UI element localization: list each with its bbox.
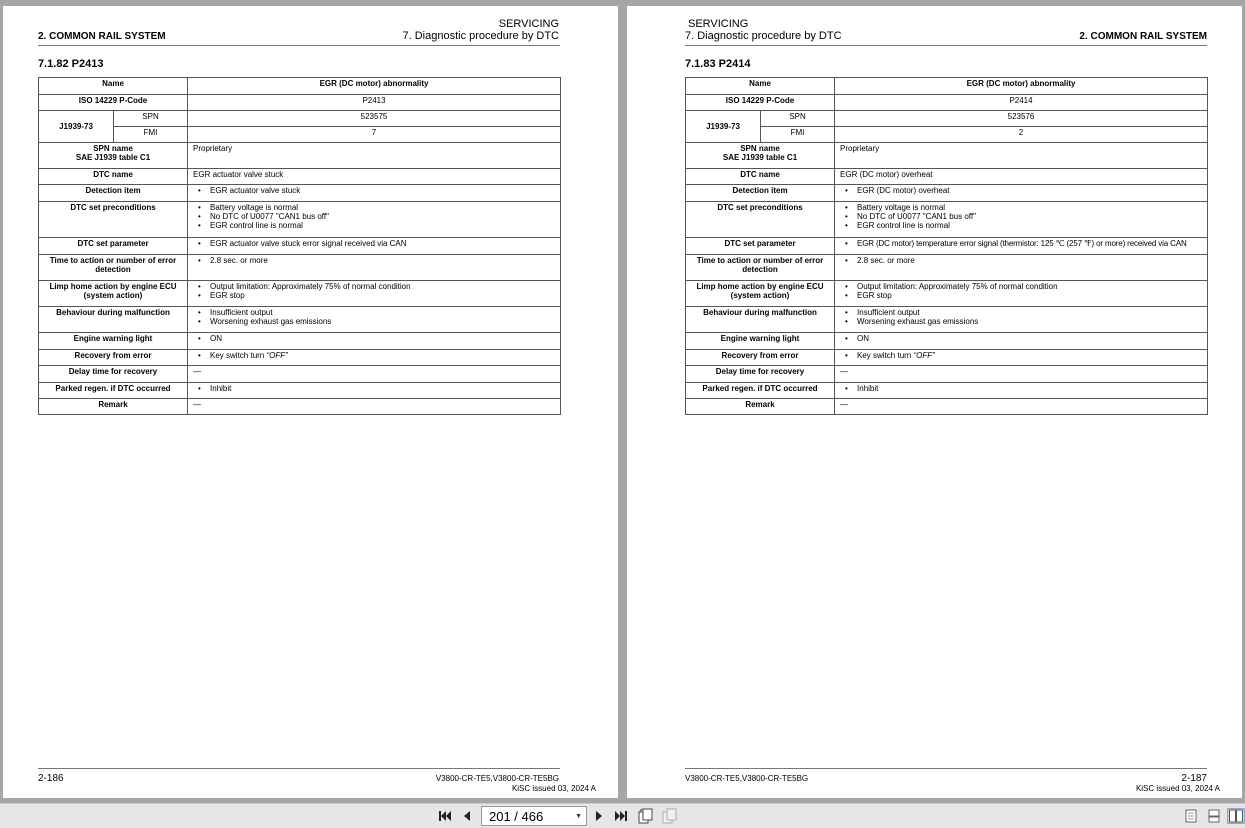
parked-label: Parked regen. if DTC occurred <box>686 383 835 399</box>
parameter-value: • EGR (DC motor) temperature error signal (thermistor: 125 ℃ (257 ℉) or more) received via CAN <box>835 238 1208 255</box>
two-page-icon[interactable] <box>662 808 678 824</box>
previous-page-icon[interactable] <box>459 808 475 824</box>
remark-label: Remark <box>39 399 188 415</box>
name-label: Name <box>39 78 188 95</box>
name-label: Name <box>686 78 835 95</box>
time-label: Time to action or number of error detection <box>39 255 188 281</box>
parked-label: Parked regen. if DTC occurred <box>39 383 188 399</box>
recovery-label: Recovery from error <box>39 350 188 366</box>
page-number-input[interactable] <box>481 806 587 826</box>
next-page-icon[interactable] <box>591 808 607 824</box>
time-label: Time to action or number of error detection <box>686 255 835 281</box>
remark-value: — <box>835 399 1208 415</box>
detection-value: • EGR (DC motor) overheat <box>835 185 1208 202</box>
j1939-label: J1939-73 <box>39 111 114 143</box>
iso-label: ISO 14229 P-Code <box>686 95 835 111</box>
warning-value: • ON <box>188 333 561 350</box>
first-page-icon[interactable] <box>437 808 453 824</box>
behaviour-label: Behaviour during malfunction <box>39 307 188 333</box>
dtc-table <box>685 77 1208 415</box>
recovery-value: • Key switch turn “OFF” <box>188 350 561 366</box>
section-title: 7.1.82 P2413 <box>38 58 104 70</box>
dtc-name-label: DTC name <box>686 169 835 185</box>
chevron-down-icon[interactable]: ▼ <box>575 813 582 820</box>
iso-value: P2413 <box>188 95 561 111</box>
spn-value: 523575 <box>188 111 561 127</box>
limp-value: • Output limitation: Approximately 75% of normal condition • EGR stop <box>188 281 561 307</box>
page-indicator: 201 / 466 <box>489 808 544 824</box>
parameter-value: • EGR actuator valve stuck error signal received via CAN <box>188 238 561 255</box>
name-value: EGR (DC motor) abnormality <box>835 78 1208 95</box>
spn-name-label: SPN name SAE J1939 table C1 <box>686 143 835 169</box>
parameter-label: DTC set parameter <box>39 238 188 255</box>
parked-value: • Inhibit <box>188 383 561 399</box>
j1939-label: J1939-73 <box>686 111 761 143</box>
header-servicing: SERVICING <box>688 18 749 30</box>
recovery-value: • Key switch turn “OFF” <box>835 350 1208 366</box>
limp-label: Limp home action by engine ECU (system action) <box>39 281 188 307</box>
remark-value: — <box>188 399 561 415</box>
header-chapter: 7. Diagnostic procedure by DTC <box>685 30 842 42</box>
behaviour-value: • Insufficient output • Worsening exhaust gas emissions <box>188 307 561 333</box>
warning-value: • ON <box>835 333 1208 350</box>
footer-rule <box>685 768 1207 769</box>
iso-label: ISO 14229 P-Code <box>39 95 188 111</box>
spn-label: SPN <box>761 111 835 127</box>
dtc-name-value: EGR actuator valve stuck <box>188 169 561 185</box>
parked-value: • Inhibit <box>835 383 1208 399</box>
remark-label: Remark <box>686 399 835 415</box>
section-title: 7.1.83 P2414 <box>685 58 751 70</box>
footer-page-number: 2-186 <box>38 773 64 784</box>
recovery-label: Recovery from error <box>686 350 835 366</box>
limp-value: • Output limitation: Approximately 75% of normal condition • EGR stop <box>835 281 1208 307</box>
footer-issue: KiSC issued 03, 2024 A <box>511 784 596 793</box>
time-value: • 2.8 sec. or more <box>188 255 561 281</box>
fmi-label: FMI <box>114 127 188 143</box>
spn-name-value: Proprietary <box>188 143 561 169</box>
name-value: EGR (DC motor) abnormality <box>188 78 561 95</box>
viewer-toolbar <box>0 803 1245 828</box>
preconditions-value: • Battery voltage is normal • No DTC of U0077 "CAN1 bus off" • EGR control line is normal <box>835 202 1208 238</box>
spn-name-label: SPN name SAE J1939 table C1 <box>39 143 188 169</box>
header-rule <box>38 45 560 46</box>
delay-label: Delay time for recovery <box>39 366 188 383</box>
time-value: • 2.8 sec. or more <box>835 255 1208 281</box>
header-section: 2. COMMON RAIL SYSTEM <box>38 31 166 42</box>
rotate-icon[interactable] <box>638 808 654 824</box>
header-chapter: 7. Diagnostic procedure by DTC <box>402 30 559 42</box>
continuous-page-icon[interactable] <box>1206 808 1222 824</box>
right-page <box>627 6 1242 798</box>
footer-page-number: 2-187 <box>1181 773 1207 784</box>
iso-value: P2414 <box>835 95 1208 111</box>
dtc-table <box>38 77 561 415</box>
footer-model: V3800-CR-TE5,V3800-CR-TE5BG <box>435 774 559 783</box>
header-servicing: SERVICING <box>498 18 559 30</box>
spn-label: SPN <box>114 111 188 127</box>
detection-label: Detection item <box>686 185 835 202</box>
preconditions-value: • Battery voltage is normal • No DTC of U0077 "CAN1 bus off" • EGR control line is normal <box>188 202 561 238</box>
footer-rule <box>38 768 560 769</box>
spn-name-value: Proprietary <box>835 143 1208 169</box>
preconditions-label: DTC set preconditions <box>686 202 835 238</box>
preconditions-label: DTC set preconditions <box>39 202 188 238</box>
delay-label: Delay time for recovery <box>686 366 835 383</box>
detection-value: • EGR actuator valve stuck <box>188 185 561 202</box>
warning-label: Engine warning light <box>686 333 835 350</box>
limp-label: Limp home action by engine ECU (system action) <box>686 281 835 307</box>
footer-model: V3800-CR-TE5,V3800-CR-TE5BG <box>685 774 809 783</box>
dtc-name-value: EGR (DC motor) overheat <box>835 169 1208 185</box>
dtc-name-label: DTC name <box>39 169 188 185</box>
facing-pages-icon[interactable] <box>1227 808 1245 824</box>
behaviour-value: • Insufficient output • Worsening exhaust gas emissions <box>835 307 1208 333</box>
header-rule <box>685 45 1207 46</box>
behaviour-label: Behaviour during malfunction <box>686 307 835 333</box>
fmi-value: 2 <box>835 127 1208 143</box>
fmi-value: 7 <box>188 127 561 143</box>
delay-value: — <box>188 366 561 383</box>
warning-label: Engine warning light <box>39 333 188 350</box>
parameter-label: DTC set parameter <box>686 238 835 255</box>
left-page <box>3 6 618 798</box>
header-section: 2. COMMON RAIL SYSTEM <box>1079 31 1207 42</box>
spn-value: 523576 <box>835 111 1208 127</box>
footer-issue: KiSC issued 03, 2024 A <box>1135 784 1220 793</box>
single-page-icon[interactable] <box>1183 808 1199 824</box>
delay-value: — <box>835 366 1208 383</box>
detection-label: Detection item <box>39 185 188 202</box>
last-page-icon[interactable] <box>613 808 629 824</box>
fmi-label: FMI <box>761 127 835 143</box>
